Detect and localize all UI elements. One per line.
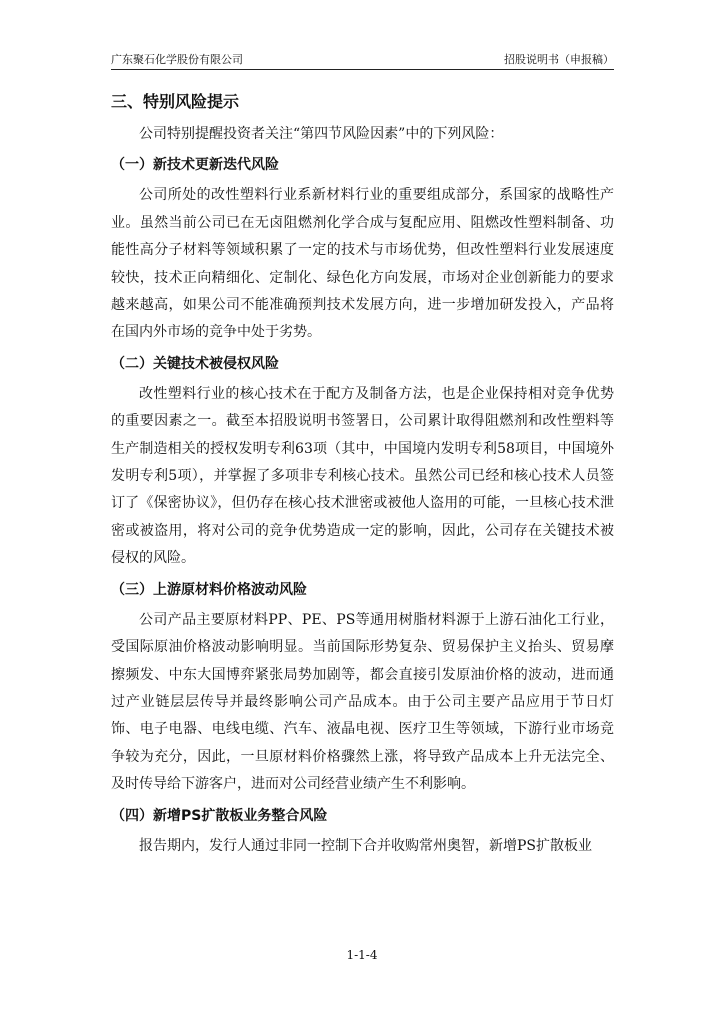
risk-title-tech-iteration: （一）新技术更新迭代风险: [111, 157, 279, 174]
section-title: 三、特别风险提示: [111, 92, 240, 111]
risk-title-raw-material-price: （三）上游原材料价格波动风险: [111, 581, 307, 598]
page-header: [111, 49, 614, 70]
risk-body-raw-material-price: 公司产品主要原材料PP、PE、PS等通用树脂材料源于上游石油化工行业，受国际原油价格波动影响明显。当前国际形势复杂、贸易保护主义抬头、贸易摩擦频发、中东大国博弈紧张局势加剧等，都会直接引发原油价格的波动，进而通过产业链层层传导并最终影响公司产品成本。由于公司主要产品应用于节日灯饰、电子电器、电线电缆、汽车、液晶电视、医疗卫生等领域，下游行业市场竞争较为充分，因此，一旦原材料价格骤然上涨，将导致产品成本上升无法完全、及时传导给下游客户，进而对公司经营业绩产生不利影响。: [111, 611, 614, 793]
risk-body-ps-board-integration: 报告期内，发行人通过非同一控制下合并收购常州奥智，新增PS扩散板业: [139, 837, 593, 854]
section-intro: 公司特别提醒投资者关注“第四节风险因素”中的下列风险：: [139, 126, 504, 142]
risk-body-tech-infringement: 改性塑料行业的核心技术在于配方及制备方法，也是企业保持相对竞争优势的重要因素之一。截至本招股说明书签署日，公司累计取得阻燃剂和改性塑料等生产制造相关的授权发明专利63项（其中，中国境内发明专利58项目，中国境外发明专利5项），并掌握了多项非专利核心技术。虽然公司已经和核心技术人员签订了《保密协议》，但仍存在核心技术泄密或被他人盗用的可能，一旦核心技术泄密或被盗用，将对公司的竞争优势造成一定的影响，因此，公司存在关键技术被侵权的风险。: [111, 385, 614, 567]
page-content: [111, 87, 614, 860]
risk-body-tech-iteration: 公司所处的改性塑料行业系新材料行业的重要组成部分，系国家的战略性产业。虽然当前公司已在无卤阻燃剂化学合成与复配应用、阻燃改性塑料制备、功能性高分子材料等领域积累了一定的技术与市场优势，但改性塑料行业发展速度较快，技术正向精细化、定制化、绿色化方向发展，市场对企业创新能力的要求越来越高，如果公司不能准确预判技术发展方向，进一步增加研发投入，产品将在国内外市场的竞争中处于劣势。: [111, 187, 614, 341]
header-company-name: 广东聚石化学股份有限公司: [111, 53, 243, 66]
risk-title-ps-board-integration: （四）新增PS扩散板业务整合风险: [111, 807, 328, 824]
page-number: 1-1-4: [346, 948, 378, 962]
header-document-type: 招股说明书（申报稿）: [504, 53, 614, 66]
risk-title-tech-infringement: （二）关键技术被侵权风险: [111, 355, 279, 372]
